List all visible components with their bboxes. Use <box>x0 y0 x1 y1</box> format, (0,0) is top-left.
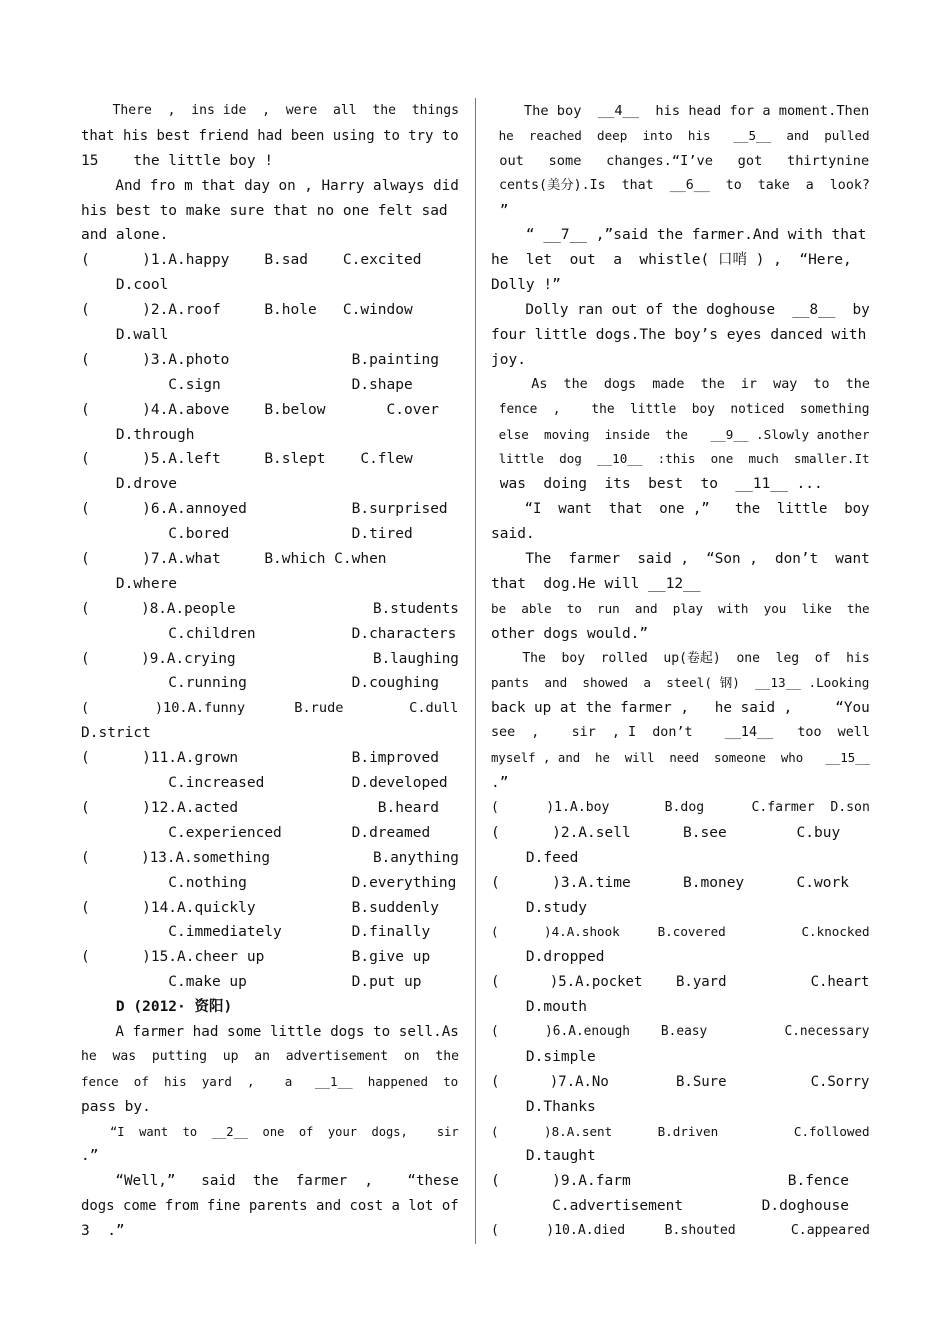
text-line: D.taught <box>491 1148 596 1165</box>
text-line: little dog __10__ :this one much smaller.It <box>491 451 870 467</box>
text-line: ( )13.A.something B.anything <box>81 849 459 866</box>
text-line: ( )2.A.roof B.hole C.window <box>81 302 413 319</box>
text-line: pants and showed a steel( 钢) __13__ .Looking <box>491 675 870 691</box>
text-line: D.Thanks <box>491 1098 596 1115</box>
text-line: see , sir , I don’t __14__ too well <box>491 725 870 741</box>
text-line: ( )9.A.farm B.fence <box>491 1173 849 1190</box>
text-line: ( )12.A.acted B.heard <box>81 799 439 816</box>
text-line: C.running D.coughing <box>81 675 439 692</box>
text-line: said. <box>491 526 535 543</box>
text-line: D.mouth <box>491 999 588 1016</box>
text-line: D.through <box>81 426 195 443</box>
text-line: ( )5.A.pocket B.yard C.heart <box>491 974 870 991</box>
text-line: C.make up D.put up <box>81 974 422 991</box>
text-line: out some changes.“I’ve got thirtynine <box>491 152 870 169</box>
text-line: D.drove <box>81 476 178 493</box>
text-line: C.immediately D.finally <box>81 924 431 941</box>
text-line: D.simple <box>491 1048 596 1065</box>
text-line: 3 .” <box>81 1223 125 1240</box>
text-line: The farmer said , “Son , don’t want <box>491 551 870 568</box>
text-line: ( )4.A.shook B.covered C.knocked <box>491 924 870 940</box>
text-line: ( )8.A.sent B.driven C.followed <box>491 1123 870 1139</box>
text-line: ( )6.A.annoyed B.surprised <box>81 501 448 518</box>
text-line: ( )10.A.died B.shouted C.appeared <box>491 1223 870 1239</box>
text-line: he let out a whistle( 口哨 ) , “Here, <box>491 252 852 269</box>
left-column <box>81 99 459 1244</box>
text-line: .” <box>81 1148 99 1165</box>
text-line: he was putting up an advertisement on the <box>81 1048 459 1064</box>
text-line: D.dropped <box>491 949 605 966</box>
text-line: was doing its best to __11__ ... <box>491 476 823 493</box>
text-line: four little dogs.The boy’s eyes danced with <box>491 327 867 344</box>
text-line: A farmer had some little dogs to sell.As <box>81 1023 459 1040</box>
text-line: ( )14.A.quickly B.suddenly <box>81 899 439 916</box>
text-line: dogs come from fine parents and cost a lot of <box>81 1198 459 1215</box>
text-line: The boy __4__ his head for a moment.Then <box>491 103 870 119</box>
text-line: 15 the little boy ! <box>81 152 274 169</box>
text-line: ( )3.A.photo B.painting <box>81 351 439 368</box>
text-line: he reached deep into his __5__ and pulled <box>491 127 870 143</box>
text-line: C.experienced D.dreamed <box>81 824 431 841</box>
text-line: that dog.He will __12__ <box>491 575 701 592</box>
text-line: “ __7__ ,”said the farmer.And with that <box>491 227 867 244</box>
text-line: C.sign D.shape <box>81 376 413 393</box>
text-line: C.advertisement D.doghouse <box>491 1198 849 1215</box>
text-line: ( )2.A.sell B.see C.buy <box>491 824 841 841</box>
text-line: ( )15.A.cheer up B.give up <box>81 949 431 966</box>
text-line: “I want to __2__ one of your dogs, sir <box>81 1124 459 1139</box>
text-line: that his best friend had been using to try to <box>81 127 459 144</box>
text-line: be able to run and play with you like the <box>491 600 870 616</box>
text-line: D.feed <box>491 849 579 866</box>
text-line: fence , the little boy noticed something <box>491 401 870 417</box>
text-line: ( )6.A.enough B.easy C.necessary <box>491 1023 870 1039</box>
text-line: D.wall <box>81 327 169 344</box>
column-divider <box>475 98 476 1244</box>
text-line: other dogs would.” <box>491 625 649 642</box>
text-line: C.children D.characters <box>81 625 457 642</box>
text-line: D (2012· 资阳) <box>81 999 233 1016</box>
text-line: D.cool <box>81 277 169 294</box>
text-line: D.strict <box>81 725 151 742</box>
text-line: “I want that one ,” the little boy <box>491 501 870 518</box>
text-line: D.where <box>81 575 178 592</box>
text-line: ( )1.A.happy B.sad C.excited <box>81 252 422 269</box>
text-line: ( )10.A.funny B.rude C.dull <box>81 700 459 717</box>
text-line: ( )5.A.left B.slept C.flew <box>81 451 413 468</box>
text-line: ( )4.A.above B.below C.over <box>81 401 439 418</box>
text-line: .” <box>491 775 509 792</box>
text-line: back up at the farmer , he said , “You <box>491 700 870 717</box>
text-line: his best to make sure that no one felt sad <box>81 202 448 219</box>
text-line: cents(美分).Is that __6__ to take a look? <box>491 177 870 193</box>
text-line: pass by. <box>81 1098 151 1115</box>
text-line: and alone. <box>81 227 169 244</box>
text-line: And fro m that day on , Harry always did <box>81 177 459 194</box>
text-line: “Well,” said the farmer , “these <box>81 1173 459 1190</box>
text-line: As the dogs made the ir way to the <box>491 376 870 392</box>
text-line: The boy rolled up(卷起) one leg of his <box>491 650 870 666</box>
text-line: D.study <box>491 899 588 916</box>
text-line: There , ins ide , were all the things <box>81 103 459 118</box>
text-line: ( )8.A.people B.students <box>81 600 459 617</box>
text-line: Dolly !” <box>491 277 561 294</box>
text-line: fence of his yard , a __1__ happened to <box>81 1073 459 1089</box>
text-line: ( )11.A.grown B.improved <box>81 750 439 767</box>
text-line: ” <box>491 202 509 219</box>
text-line: ( )7.A.No B.Sure C.Sorry <box>491 1073 870 1090</box>
text-line: joy. <box>491 351 526 368</box>
text-line: Dolly ran out of the doghouse __8__ by <box>491 302 870 319</box>
text-line: ( )7.A.what B.which C.when <box>81 551 387 568</box>
text-line: C.nothing D.everything <box>81 874 457 891</box>
text-line: ( )9.A.crying B.laughing <box>81 650 459 667</box>
text-line: ( )1.A.boy B.dog C.farmer D.son <box>491 799 870 815</box>
text-line: myself , and he will need someone who __15__ <box>491 751 871 766</box>
right-column <box>491 99 870 1244</box>
text-line: ( )3.A.time B.money C.work <box>491 874 849 891</box>
text-line: else moving inside the __9__ .Slowly another <box>491 426 870 442</box>
text-line: C.increased D.developed <box>81 775 448 792</box>
text-line: C.bored D.tired <box>81 526 413 543</box>
